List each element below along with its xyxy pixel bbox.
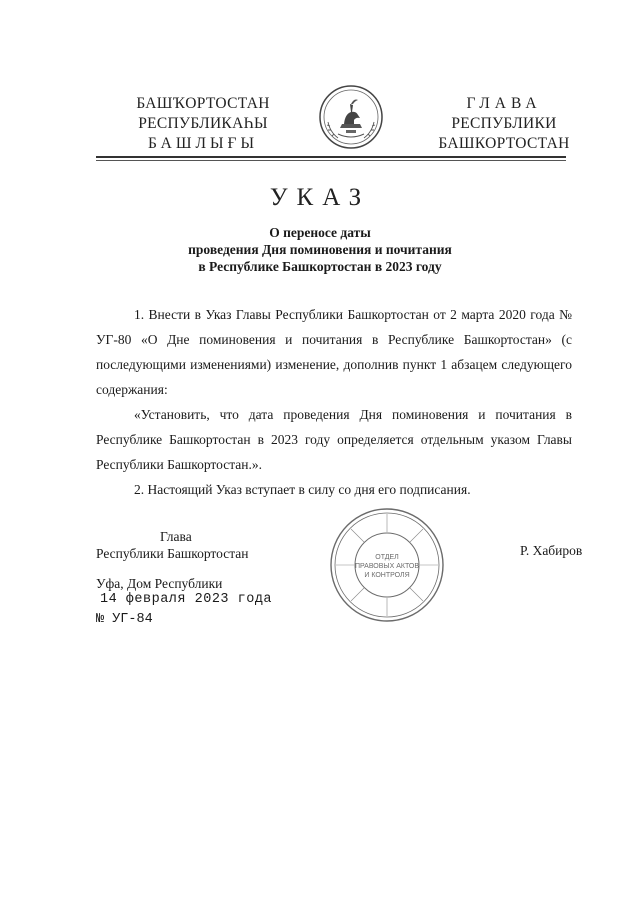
signing-date: 14 февраля 2023 года <box>100 592 273 607</box>
signatory-name: Р. Хабиров <box>520 543 583 558</box>
bashkortostan-emblem-icon <box>318 84 384 150</box>
header-left-line-2: РЕСПУБЛИКАҺЫ <box>138 115 268 132</box>
seal-line-3: И КОНТРОЛЯ <box>364 572 410 579</box>
header-right-russian <box>418 94 590 154</box>
header-divider-thin <box>96 160 566 161</box>
decree-number: № УГ-84 <box>96 612 153 627</box>
paragraph-3: 2. Настоящий Указ вступает в силу со дня его подписания. <box>134 482 471 497</box>
header-left-bashkir <box>118 94 288 154</box>
signatory-title-line-2: Республики Башкортостан <box>96 546 249 561</box>
document-subtitle <box>140 224 500 275</box>
header-right-line-1: ГЛАВА <box>466 95 542 112</box>
official-seal-stamp <box>328 506 446 624</box>
subtitle-line-3: в Республике Башкортостан в 2023 году <box>198 259 442 274</box>
document-title: УКАЗ <box>269 184 371 211</box>
header-divider-thick <box>96 156 566 158</box>
subtitle-line-1: О переносе даты <box>269 225 371 240</box>
header-right-line-3: БАШКОРТОСТАН <box>438 135 570 152</box>
seal-line-1: ОТДЕЛ <box>375 554 399 561</box>
paragraph-1: 1. Внести в Указ Главы Республики Башкортостан от 2 марта 2020 года № УГ-80 «О Дне поминовения и почитания в Республике Башкортостан» (с последующими изменениями) изменение, дополнив пункт 1 абзацем следующего содержания: <box>96 307 572 397</box>
header-right-line-2: РЕСПУБЛИКИ <box>451 115 557 132</box>
header-left-line-3: БАШЛЫҒЫ <box>147 135 259 152</box>
header-left-line-1: БАШҠОРТОСТАН <box>136 95 270 112</box>
seal-line-2: ПРАВОВЫХ АКТОВ <box>354 563 420 570</box>
signing-place: Уфа, Дом Республики <box>96 576 223 591</box>
signatory-title <box>96 528 276 562</box>
document-body <box>96 302 572 502</box>
signatory-title-line-1: Глава <box>160 529 192 544</box>
subtitle-line-2: проведения Дня поминовения и почитания <box>188 242 452 257</box>
paragraph-2: «Установить, что дата проведения Дня поминовения и почитания в Республике Башкортостан в 2023 году определяется отдельным указом Главы Республики Башкортостан.». <box>96 407 572 472</box>
